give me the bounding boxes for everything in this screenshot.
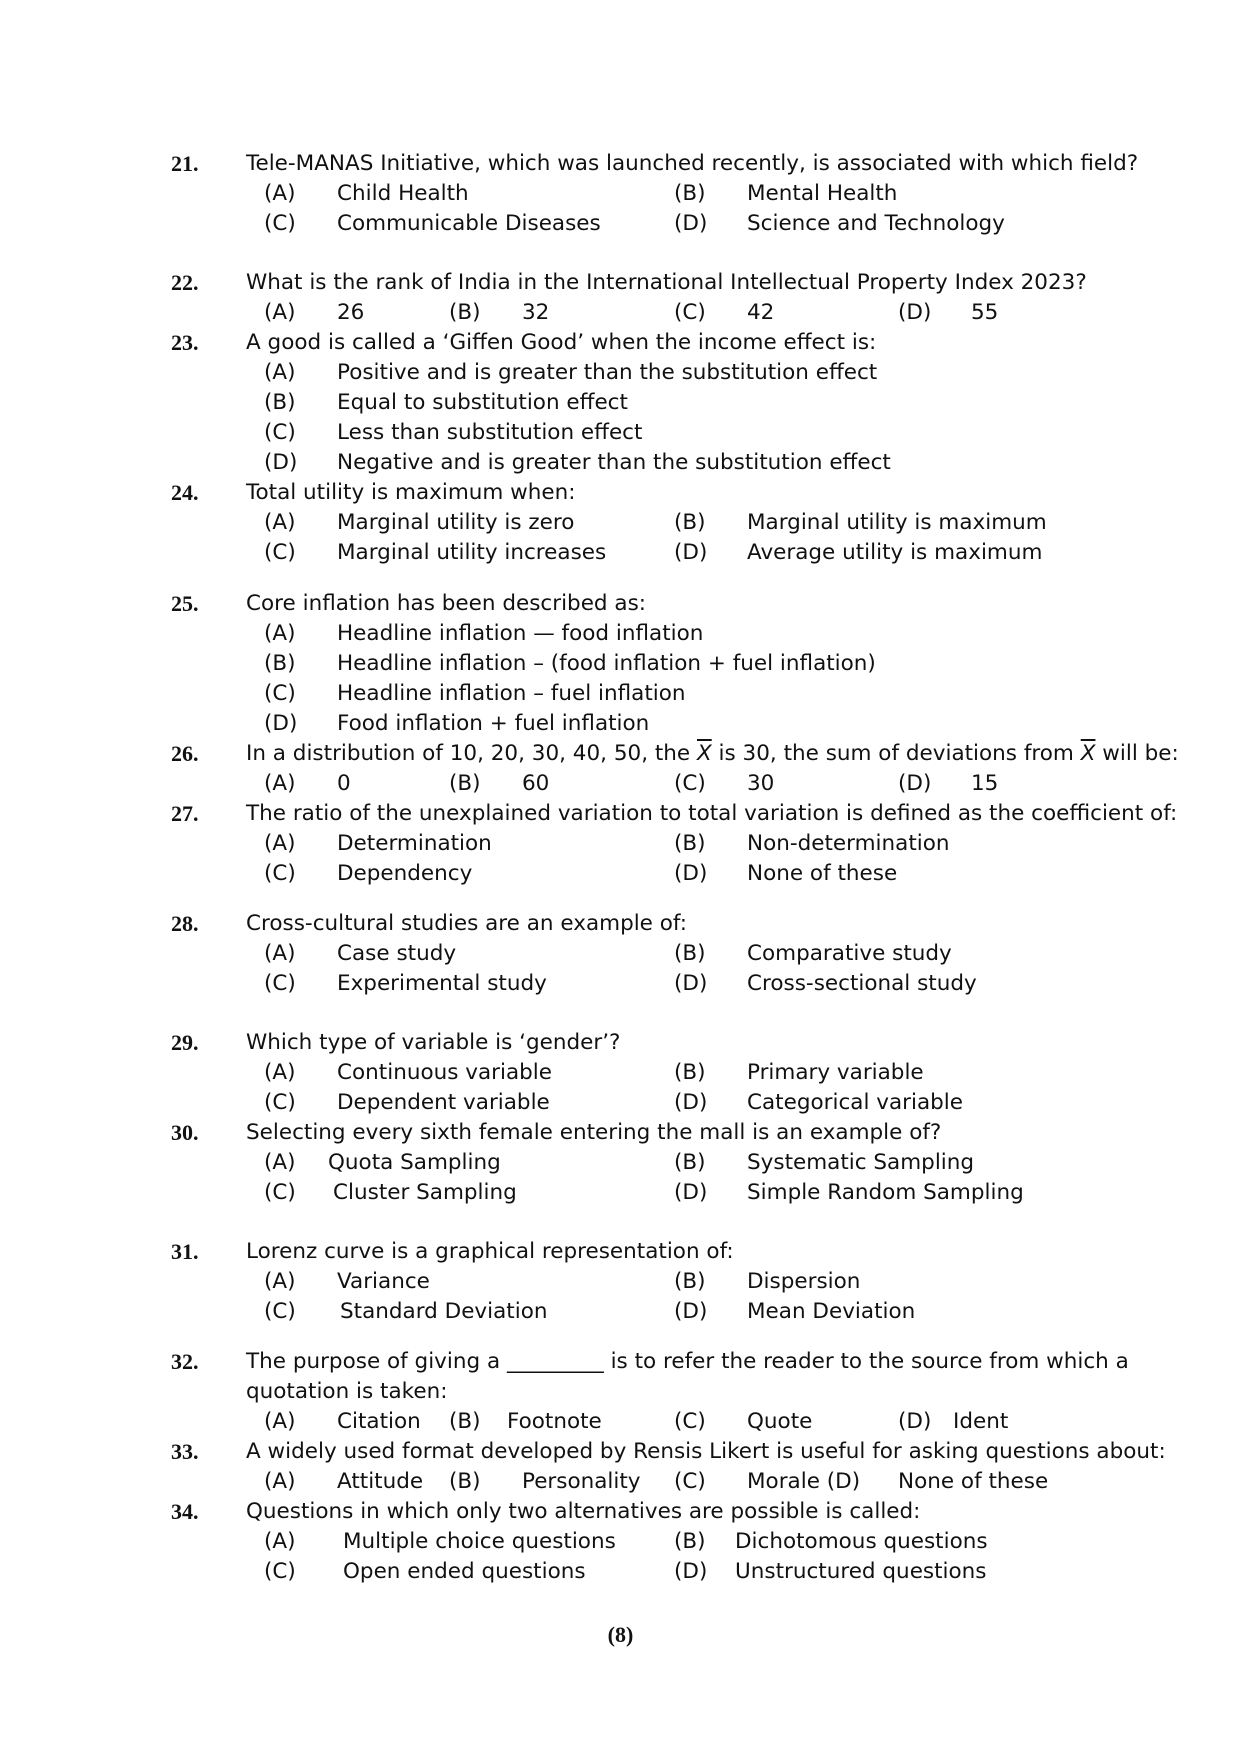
option-text: Less than substitution effect xyxy=(337,420,643,445)
question-21 xyxy=(171,149,1139,239)
option-text: 0 xyxy=(337,771,351,796)
option-text: 42 xyxy=(747,300,775,325)
option-text: Marginal utility increases xyxy=(337,540,607,565)
option-label: (A) xyxy=(264,300,296,325)
option-text: 55 xyxy=(971,300,999,325)
option-text: Primary variable xyxy=(747,1060,924,1085)
question-27 xyxy=(171,799,1178,889)
question-31 xyxy=(171,1237,1131,1327)
option-text: Variance xyxy=(337,1269,430,1294)
option-label: (A) xyxy=(264,831,296,856)
option-text: Case study xyxy=(337,941,457,966)
option-text: Headline inflation – (food inflation + fuel inflation) xyxy=(337,651,876,676)
option-text: 60 xyxy=(522,771,550,796)
question-number: 33. xyxy=(171,1439,199,1464)
option-text: Ident xyxy=(953,1409,1009,1434)
option-label: (D) xyxy=(264,711,298,736)
option-text: Cross-sectional study xyxy=(747,971,977,996)
option-text: Quota Sampling xyxy=(328,1150,501,1175)
option-label: (D) xyxy=(674,861,708,886)
option-label: (B) xyxy=(674,1269,706,1294)
option-label: (D) xyxy=(674,971,708,996)
option-label: (C) xyxy=(264,1180,296,1205)
option-text: Comparative study xyxy=(747,941,952,966)
option-text: 32 xyxy=(522,300,550,325)
option-text: Dichotomous questions xyxy=(735,1529,988,1554)
option-label: (A) xyxy=(264,1150,296,1175)
question-text: Core inflation has been described as: xyxy=(246,591,647,616)
question-number: 22. xyxy=(171,270,199,295)
option-label: (A) xyxy=(264,1529,296,1554)
option-text: None of these xyxy=(747,861,898,886)
option-text: Quote xyxy=(747,1409,813,1434)
question-text: Tele-MANAS Initiative, which was launched recently, is associated with which field? xyxy=(246,151,1139,176)
question-26 xyxy=(171,739,1179,799)
option-text: Negative and is greater than the substitution effect xyxy=(337,450,891,475)
option-text: Personality xyxy=(522,1469,641,1494)
question-text: Which type of variable is ‘gender’? xyxy=(246,1030,621,1055)
option-label: (C) xyxy=(264,1559,296,1584)
option-label: (B) xyxy=(449,1409,481,1434)
option-label: (C) xyxy=(264,540,296,565)
option-label: (B) xyxy=(264,651,296,676)
option-label: (A) xyxy=(264,1060,296,1085)
question-33 xyxy=(171,1437,1166,1497)
question-number: 25. xyxy=(171,591,199,616)
option-label: (D) xyxy=(674,1090,708,1115)
option-label: (A) xyxy=(264,1269,296,1294)
question-text: Cross-cultural studies are an example of: xyxy=(246,911,687,936)
question-text: Lorenz curve is a graphical representation of: xyxy=(246,1239,734,1264)
option-label: (A) xyxy=(264,1469,296,1494)
option-label: (B) xyxy=(674,831,706,856)
page-number: (8) xyxy=(607,1622,634,1647)
option-text: Dependency xyxy=(337,861,473,886)
question-number: 23. xyxy=(171,330,199,355)
option-label: (D) xyxy=(674,540,708,565)
option-text: Child Health xyxy=(337,181,469,206)
option-label: (A) xyxy=(264,510,296,535)
option-text: Positive and is greater than the substitution effect xyxy=(337,360,878,385)
option-label: (A) xyxy=(264,771,296,796)
option-text: 15 xyxy=(971,771,999,796)
option-text: Open ended questions xyxy=(343,1559,586,1584)
question-24 xyxy=(171,478,1131,568)
question-30 xyxy=(171,1118,1131,1208)
option-text: Dispersion xyxy=(747,1269,861,1294)
option-label: (D) xyxy=(898,1409,932,1434)
option-text: Morale (D) xyxy=(747,1469,861,1494)
x-bar-symbol: $\overline{X}$ xyxy=(696,741,712,766)
option-label: (B) xyxy=(674,1150,706,1175)
option-label: (B) xyxy=(674,1060,706,1085)
option-text: Marginal utility is maximum xyxy=(747,510,1047,535)
option-label: (D) xyxy=(674,1559,708,1584)
option-label: (B) xyxy=(674,510,706,535)
option-text: Experimental study xyxy=(337,971,547,996)
option-text: Multiple choice questions xyxy=(343,1529,616,1554)
option-text: Mental Health xyxy=(747,181,898,206)
option-text: 26 xyxy=(337,300,365,325)
option-label: (B) xyxy=(449,1469,481,1494)
question-number: 29. xyxy=(171,1030,199,1055)
option-text: Mean Deviation xyxy=(747,1299,916,1324)
option-text: Systematic Sampling xyxy=(747,1150,975,1175)
option-label: (C) xyxy=(264,420,296,445)
option-label: (C) xyxy=(674,771,706,796)
question-28 xyxy=(171,909,1131,999)
option-label: (D) xyxy=(674,1299,708,1324)
option-label: (A) xyxy=(264,621,296,646)
option-text: Headline inflation – fuel inflation xyxy=(337,681,686,706)
question-22 xyxy=(171,268,1131,328)
question-number: 30. xyxy=(171,1120,199,1145)
option-label: (B) xyxy=(674,181,706,206)
question-29 xyxy=(171,1028,1131,1118)
question-text: In a distribution of 10, 20, 30, 40, 50, the $\overline{X}$ is 30, the sum of deviations from $\overline{X}$ will be: xyxy=(246,741,1179,766)
question-number: 32. xyxy=(171,1349,199,1374)
question-text: Selecting every sixth female entering the mall is an example of? xyxy=(246,1120,942,1145)
option-text: Food inflation + fuel inflation xyxy=(337,711,650,736)
option-text: Marginal utility is zero xyxy=(337,510,575,535)
option-label: (C) xyxy=(264,1299,296,1324)
option-text: Simple Random Sampling xyxy=(747,1180,1024,1205)
option-label: (C) xyxy=(264,971,296,996)
x-bar-symbol: $\overline{X}$ xyxy=(1080,741,1096,766)
option-label: (B) xyxy=(674,941,706,966)
option-text: None of these xyxy=(898,1469,1049,1494)
option-label: (A) xyxy=(264,181,296,206)
option-label: (C) xyxy=(674,300,706,325)
question-number: 26. xyxy=(171,741,199,766)
option-label: (C) xyxy=(674,1409,706,1434)
question-23 xyxy=(171,328,1131,478)
option-text: Average utility is maximum xyxy=(747,540,1043,565)
option-label: (D) xyxy=(264,450,298,475)
question-text: Total utility is maximum when: xyxy=(246,480,576,505)
option-label: (B) xyxy=(264,390,296,415)
option-text: Standard Deviation xyxy=(340,1299,548,1324)
option-text: Dependent variable xyxy=(337,1090,550,1115)
question-number: 21. xyxy=(171,151,199,176)
option-text: Equal to substitution effect xyxy=(337,390,628,415)
option-label: (C) xyxy=(264,1090,296,1115)
option-text: 30 xyxy=(747,771,775,796)
option-label: (D) xyxy=(898,300,932,325)
question-number: 31. xyxy=(171,1239,199,1264)
option-label: (D) xyxy=(674,1180,708,1205)
option-text: Attitude xyxy=(337,1469,424,1494)
question-text: A good is called a ‘Giffen Good’ when the income effect is: xyxy=(246,330,877,355)
question-number: 28. xyxy=(171,911,199,936)
option-label: (C) xyxy=(264,861,296,886)
option-label: (B) xyxy=(449,300,481,325)
question-text: What is the rank of India in the International Intellectual Property Index 2023? xyxy=(246,270,1087,295)
option-label: (D) xyxy=(674,211,708,236)
option-text: Cluster Sampling xyxy=(333,1180,517,1205)
question-number: 34. xyxy=(171,1499,199,1524)
option-text: Headline inflation — food inflation xyxy=(337,621,704,646)
option-label: (B) xyxy=(449,771,481,796)
option-label: (D) xyxy=(898,771,932,796)
option-label: (C) xyxy=(264,211,296,236)
option-text: Unstructured questions xyxy=(735,1559,987,1584)
option-label: (A) xyxy=(264,1409,296,1434)
option-text: Communicable Diseases xyxy=(337,211,601,236)
question-34 xyxy=(171,1497,1131,1587)
option-label: (A) xyxy=(264,941,296,966)
option-label: (A) xyxy=(264,360,296,385)
question-text: The ratio of the unexplained variation to total variation is defined as the coefficient of: xyxy=(246,801,1178,826)
option-text: Determination xyxy=(337,831,492,856)
option-label: (B) xyxy=(674,1529,706,1554)
option-label: (C) xyxy=(674,1469,706,1494)
option-label: (C) xyxy=(264,681,296,706)
option-text: Citation xyxy=(337,1409,421,1434)
option-text: Science and Technology xyxy=(747,211,1005,236)
option-text: Continuous variable xyxy=(337,1060,552,1085)
question-32 xyxy=(171,1347,1131,1437)
question-25 xyxy=(171,589,1131,739)
question-text: The purpose of giving a _________ is to refer the reader to the source from which a quotation is taken: xyxy=(246,1349,1129,1404)
question-number: 27. xyxy=(171,801,199,826)
option-text: Categorical variable xyxy=(747,1090,963,1115)
option-text: Footnote xyxy=(507,1409,602,1434)
question-text: Questions in which only two alternatives are possible is called: xyxy=(246,1499,921,1524)
question-number: 24. xyxy=(171,480,199,505)
question-text: A widely used format developed by Rensis Likert is useful for asking questions about: xyxy=(246,1439,1166,1464)
option-text: Non-determination xyxy=(747,831,950,856)
